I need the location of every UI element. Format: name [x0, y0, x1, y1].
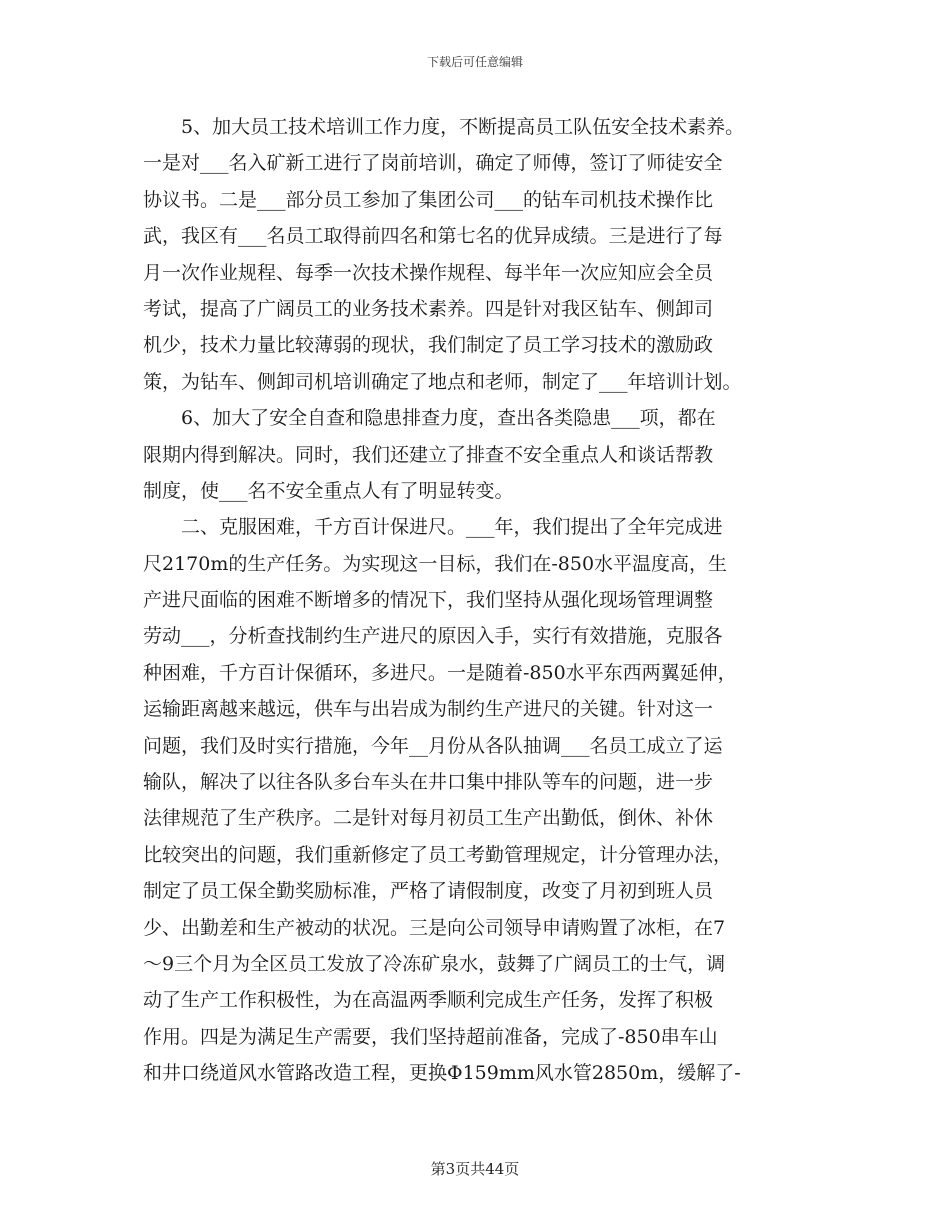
text-line: 一是对___名入矿新工进行了岗前培训，确定了师傅，签订了师徒安全	[143, 152, 723, 175]
text-line: 种困难，千方百计保循环，多进尺。一是随着-850水平东西两翼延伸，	[143, 661, 737, 684]
page-footer: 第3页共44页	[430, 1160, 520, 1178]
text-line: 机少，技术力量比较薄弱的现状，我们制定了员工学习技术的激励政	[143, 334, 714, 357]
text-line: 武，我区有___名员工取得前四名和第七名的优异成绩。三是进行了每	[143, 225, 723, 248]
text-line: 月一次作业规程、每季一次技术操作规程、每半年一次应知应会全员	[143, 261, 714, 284]
text-line: 动了生产工作积极性，为在高温两季顺利完成生产任务，发挥了积极	[143, 989, 714, 1012]
text-line: 限期内得到解决。同时，我们还建立了排查不安全重点人和谈话帮教	[143, 443, 714, 466]
text-line: 策，为钻车、侧卸司机培训确定了地点和老师，制定了___年培训计划。	[143, 370, 742, 393]
text-line: 6、加大了安全自查和隐患排查力度，查出各类隐患___项，都在	[181, 407, 716, 430]
text-line: 协议书。二是___部分员工参加了集团公司___的钻车司机技术操作比	[143, 188, 714, 211]
text-line: 产进尺面临的困难不断增多的情况下，我们坚持从强化现场管理调整	[143, 589, 714, 612]
text-line: 作用。四是为满足生产需要，我们坚持超前准备，完成了-850串车山	[143, 1025, 718, 1048]
text-line: 比较突出的问题，我们重新修定了员工考勤管理规定，计分管理办法，	[143, 843, 733, 866]
text-line: 制度，使___名不安全重点人有了明显转变。	[143, 479, 514, 502]
text-line: 劳动___，分析查找制约生产进尺的原因入手，实行有效措施，克服各	[143, 625, 723, 648]
text-line: 和井口绕道风水管路改造工程，更换Φ159mm风水管2850m，缓解了-	[143, 1062, 741, 1085]
text-line: 运输距离越来越远，供车与出岩成为制约生产进尺的关键。针对这一	[143, 698, 714, 721]
text-line: 法律规范了生产秩序。二是针对每月初员工生产出勤低，倒休、补休	[143, 807, 714, 830]
text-line: 制定了员工保全勤奖励标准，严格了请假制度，改变了月初到班人员	[143, 880, 714, 903]
text-line: 5、加大员工技术培训工作力度，不断提高员工队伍安全技术素养。	[181, 116, 745, 138]
text-line: 考试，提高了广阔员工的业务技术素养。四是针对我区钻车、侧卸司	[143, 297, 714, 320]
text-line: 尺2170m的生产任务。为实现这一目标，我们在-850水平温度高，生	[143, 552, 728, 575]
text-line: 输队，解决了以往各队多台车头在井口集中排队等车的问题，进一步	[143, 771, 714, 794]
text-line: ～9三个月为全区员工发放了冷冻矿泉水，鼓舞了广阔员工的士气，调	[143, 952, 726, 975]
text-line: 二、克服困难，千方百计保进尺。___年，我们提出了全年完成进	[181, 516, 723, 539]
document-body	[143, 109, 803, 1092]
text-line: 少、出勤差和生产被动的状况。三是向公司领导申请购置了冰柜，在7	[143, 916, 726, 939]
text-line: 问题，我们及时实行措施，今年__月份从各队抽调___名员工成立了运	[143, 734, 723, 757]
page-header: 下载后可任意编辑	[426, 55, 523, 69]
